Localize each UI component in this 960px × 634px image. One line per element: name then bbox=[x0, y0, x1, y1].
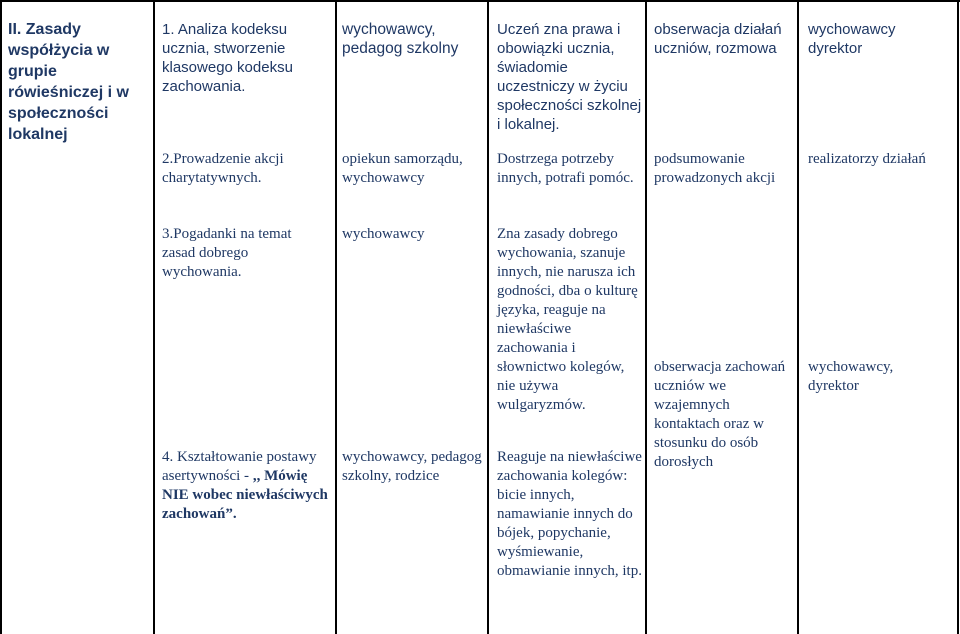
cell-text: Zna zasady dobrego wychowania, szanuje innych, nie narusza ich godności, dba o kulturę języka, reaguje na niewłaściwe zachowania i słownictwo kolegów, nie używa wulgaryzmów. bbox=[497, 226, 638, 413]
table-cell-evaluation-1 bbox=[654, 20, 794, 58]
table-cell-outcome-2 bbox=[497, 150, 637, 188]
cell-text: Dostrzega potrzeby innych, potrafi pomóc. bbox=[497, 151, 634, 186]
cell-text: obserwacja zachowań uczniów we wzajemnych kontaktach oraz w stosunku do osób dorosłych bbox=[654, 359, 786, 470]
table-cell-responsible-1 bbox=[342, 20, 482, 58]
cell-text: 2.Prowadzenie akcji charytatywnych. bbox=[162, 151, 284, 186]
cell-text: Uczeń zna prawa i obowiązki ucznia, świadomie uczestniczy w życiu społeczności szkolnej i lokalnej. bbox=[497, 21, 642, 133]
column-divider bbox=[335, 0, 337, 634]
cell-text: wychowawcy, pedagog szkolny, rodzice bbox=[342, 449, 482, 484]
cell-text: 4. Kształtowanie postawy asertywności - bbox=[162, 449, 317, 484]
cell-text: podsumowanie prowadzonych akcji bbox=[654, 151, 776, 186]
cell-text-bold: ,, Mówię NIE wobec niewłaściwych zachowań”. bbox=[162, 468, 328, 522]
cell-text: wychowawcy, pedagog szkolny bbox=[342, 21, 459, 57]
table-cell-outcome-3 bbox=[497, 225, 642, 415]
table-border-left bbox=[0, 0, 2, 634]
table-cell-evaluator-2 bbox=[808, 150, 956, 169]
table-cell-outcome-4 bbox=[497, 448, 642, 581]
table-cell-task-4 bbox=[162, 448, 332, 524]
table-cell-evaluator-1 bbox=[808, 20, 908, 58]
table-border-right bbox=[957, 0, 959, 634]
cell-text: 3.Pogadanki na temat zasad dobrego wychowania. bbox=[162, 226, 292, 280]
table-cell-responsible-3 bbox=[342, 225, 482, 244]
column-divider bbox=[153, 0, 155, 634]
table-cell-evaluation-2 bbox=[654, 150, 794, 188]
table-cell-outcome-1 bbox=[497, 20, 642, 134]
table-cell-task-3 bbox=[162, 225, 312, 282]
column-divider bbox=[797, 0, 799, 634]
table-border-top bbox=[0, 0, 960, 2]
column-divider bbox=[645, 0, 647, 634]
table-cell-task-1 bbox=[162, 20, 330, 96]
table-cell-task-2 bbox=[162, 150, 330, 188]
table-cell-evaluation-3 bbox=[654, 358, 790, 472]
table-cell-responsible-2 bbox=[342, 150, 482, 188]
table-cell-evaluator-3 bbox=[808, 358, 928, 396]
cell-text: obserwacja działań uczniów, rozmowa bbox=[654, 21, 782, 57]
section-title-text: II. Zasady współżycia w grupie rówieśniczej i w społeczności lokalnej bbox=[8, 21, 129, 143]
section-title bbox=[8, 19, 150, 145]
cell-text: 1. Analiza kodeksu ucznia, stworzenie klasowego kodeksu zachowania. bbox=[162, 21, 293, 95]
cell-text: wychowawcy bbox=[342, 226, 425, 242]
cell-text: Reaguje na niewłaściwe zachowania kolegów: bicie innych, namawianie innych do bójek, popychanie, wyśmiewanie, obmawianie innych, itp. bbox=[497, 449, 642, 579]
cell-text: wychowawcy, dyrektor bbox=[808, 359, 894, 394]
cell-text: wychowawcy dyrektor bbox=[808, 21, 896, 57]
column-divider bbox=[487, 0, 489, 634]
cell-text: opiekun samorządu, wychowawcy bbox=[342, 151, 463, 186]
table-cell-responsible-4 bbox=[342, 448, 482, 486]
cell-text: realizatorzy działań bbox=[808, 151, 926, 167]
